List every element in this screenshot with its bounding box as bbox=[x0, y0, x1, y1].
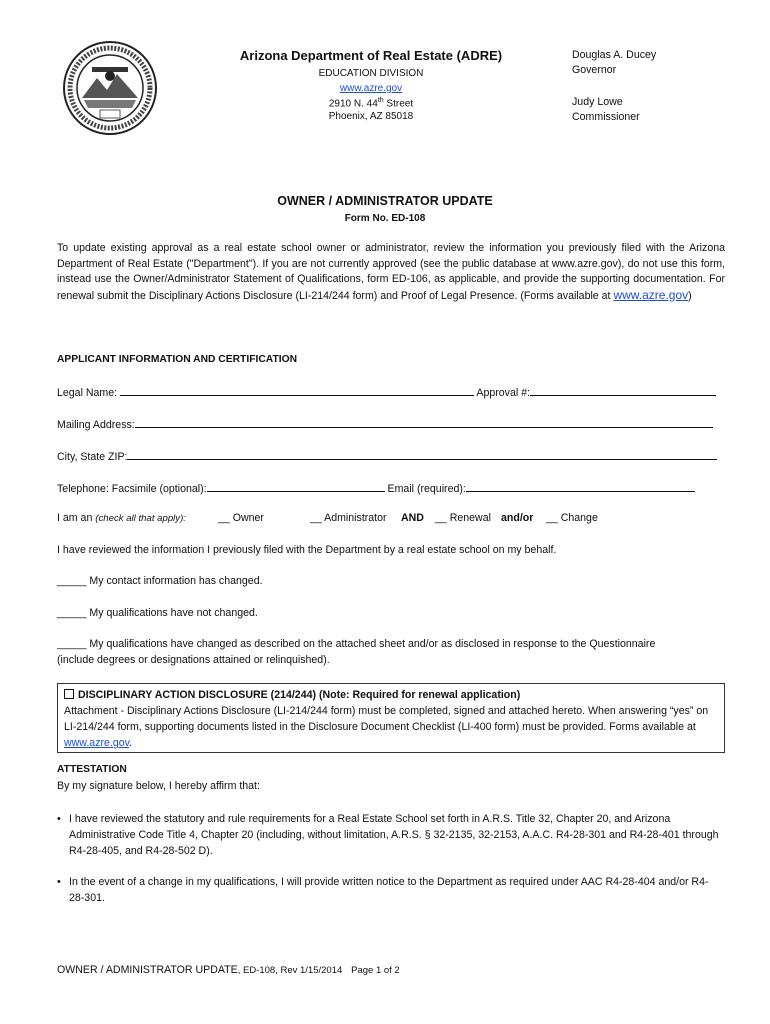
disciplinary-heading-row bbox=[64, 687, 718, 703]
option-owner[interactable]: __ Owner bbox=[218, 512, 264, 524]
quals-changed-option[interactable]: _____ My qualifications have changed as described on the attached sheet and/or as disclosed in response to the Questionnaire bbox=[57, 638, 656, 650]
governor-title: Governor bbox=[572, 64, 617, 76]
legal-name-row bbox=[57, 385, 725, 399]
attestation-bullet-1: • I have reviewed the statutory and rule requirements for a Real Estate School set forth in A.R.S. Title 32, Chapter 20, and Arizona Administrative Code Title 4, Chapter 20 (including, without limitation, A.R.S. § 32-2135, 32-2153, A.A.C. R4-28-301 and R4-28-401 through R4-28-405, and R4-28-502 D). bbox=[57, 813, 719, 857]
telephone-row bbox=[57, 481, 725, 495]
email-label: Email (required): bbox=[387, 483, 466, 495]
form-number: Form No. ED-108 bbox=[344, 213, 426, 224]
footer-page: Page 1 of 2 bbox=[351, 965, 400, 976]
applicant-heading: APPLICANT INFORMATION AND CERTIFICATION bbox=[57, 354, 298, 365]
and-word: AND bbox=[401, 512, 424, 524]
form-title: OWNER / ADMINISTRATOR UPDATE bbox=[277, 194, 493, 208]
address-street: 2910 N. 44th Street bbox=[328, 97, 414, 110]
option-change[interactable]: __ Change bbox=[546, 512, 598, 524]
quals-not-changed-option[interactable]: _____ My qualifications have not changed. bbox=[57, 607, 258, 619]
address-city: Phoenix, AZ 85018 bbox=[328, 111, 414, 122]
bullet-dot: • bbox=[57, 876, 61, 888]
page-footer bbox=[57, 964, 400, 976]
mailing-label: Mailing Address: bbox=[57, 419, 135, 431]
governor-block bbox=[572, 48, 656, 78]
website-link-header[interactable] bbox=[200, 83, 542, 94]
contact-changed-option[interactable]: _____ My contact information has changed. bbox=[57, 575, 263, 587]
commissioner-title: Commissioner bbox=[572, 111, 640, 123]
mailing-row bbox=[57, 417, 725, 431]
iam-label: I am an bbox=[57, 512, 93, 524]
city-label: City, State ZIP: bbox=[57, 451, 128, 463]
iam-note: (check all that apply): bbox=[95, 513, 186, 524]
legal-name-field[interactable] bbox=[120, 385, 474, 396]
website-link-text[interactable]: www.azre.gov bbox=[339, 83, 403, 94]
disciplinary-heading: DISCIPLINARY ACTION DISCLOSURE (214/244) (Note: Required for renewal application) bbox=[78, 689, 521, 701]
intro-website-link[interactable]: www.azre.gov bbox=[613, 287, 689, 302]
telephone-field[interactable] bbox=[207, 481, 385, 492]
disciplinary-box bbox=[57, 683, 725, 753]
agency-name: Arizona Department of Real Estate (ADRE) bbox=[239, 48, 503, 63]
footer-title: OWNER / ADMINISTRATOR UPDATE bbox=[57, 964, 238, 976]
mailing-field[interactable] bbox=[135, 417, 713, 428]
attestation-bullet-2: • In the event of a change in my qualifications, I will provide written notice to the Department as required under AAC R4-28-404 and/or R4-28-301. bbox=[57, 876, 709, 904]
division-name: EDUCATION DIVISION bbox=[318, 68, 424, 79]
legal-name-label: Legal Name: bbox=[57, 387, 118, 399]
attestation-heading: ATTESTATION bbox=[57, 764, 127, 775]
role-row bbox=[57, 512, 186, 524]
email-field[interactable] bbox=[466, 481, 695, 492]
intro-paragraph: To update existing approval as a real estate school owner or administrator, review the information you previously filed with the Arizona Department of Real Estate ("Department"). If you are not currently approved (see the public database at www.azre.gov), do not use this form, instead use the Owner/Administrator Statement of Qualifications, form ED-106, as applicable, and provide the supporting documentation. For renewal submit the Disciplinary Actions Disclosure (LI-214/244 form) and Proof of Legal Presence. (Forms available at www.azre.gov) bbox=[57, 242, 725, 302]
commissioner-name: Judy Lowe bbox=[572, 96, 623, 108]
telephone-label: Telephone: Facsimile (optional): bbox=[57, 483, 207, 495]
disciplinary-checkbox[interactable] bbox=[64, 689, 74, 699]
andor-word: and/or bbox=[501, 512, 534, 524]
commissioner-block bbox=[572, 95, 640, 125]
disciplinary-body: Attachment - Disciplinary Actions Disclosure (LI-214/244 form) must be completed, signed and attached hereto. When answering “yes” on LI-214/244 form, supporting documents listed in the Disclosure Document Checklist (LI-400 form) must be provided. Forms available at www.azre.gov. bbox=[64, 705, 709, 749]
state-seal-logo bbox=[62, 40, 158, 136]
city-row bbox=[57, 449, 725, 463]
footer-rev: , ED-108, Rev 1/15/2014 bbox=[237, 965, 343, 976]
quals-changed-note: (include degrees or designations attained or relinquished). bbox=[57, 654, 330, 666]
option-renewal[interactable]: __ Renewal bbox=[435, 512, 491, 524]
city-field[interactable] bbox=[127, 449, 717, 460]
option-administrator[interactable]: __ Administrator bbox=[310, 512, 387, 524]
approval-field[interactable] bbox=[530, 385, 716, 396]
reviewed-statement: I have reviewed the information I previously filed with the Department by a real estate school on my behalf. bbox=[57, 544, 557, 556]
disciplinary-website-link[interactable]: www.azre.gov bbox=[64, 737, 130, 749]
bullet-dot: • bbox=[57, 813, 61, 825]
governor-name: Douglas A. Ducey bbox=[572, 49, 657, 61]
approval-label: Approval #: bbox=[476, 387, 530, 399]
attestation-intro: By my signature below, I hereby affirm that: bbox=[57, 780, 260, 792]
